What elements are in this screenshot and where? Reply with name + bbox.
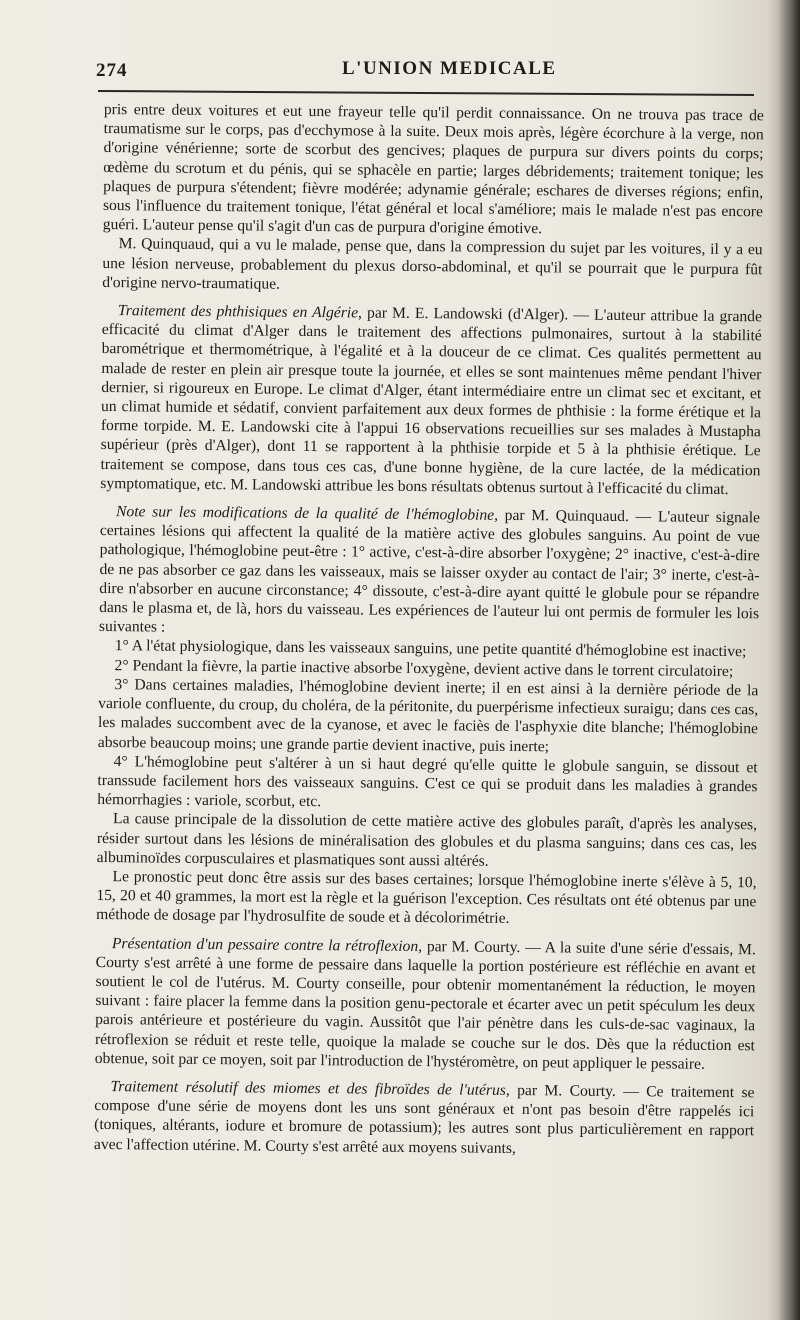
list-item-law-4: 4° L'hémoglobine peut s'altérer à un si haut degré qu'elle quitte le globule sanguin, se dissout et transsude facilement hors des vaisseaux sanguins. C'est ce qui se produit dans les maladies à grandes hémorrhagies : variole, scorbut, etc. (97, 752, 758, 811)
section-title: Traitement résolutif des miomes et des fibroïdes de l'utérus, (110, 1078, 510, 1099)
body-text (94, 100, 764, 1160)
list-item-law-2: 2° Pendant la fièvre, la partie inactive absorbe l'oxygène, devient active dans le torrent circulatoire; (114, 656, 734, 680)
paragraph-phthisiques-algerie: Traitement des phthisiques en Algérie, par M. E. Landowski (d'Alger). — L'auteur attribue la grande efficacité du climat d'Alger dans le traitement des affections pulmonaires, surtout à la stabilité barométrique et thermométrique, à l'égalité et à la douceur de ce climat. Ces qualités permettent au malade de rester en plein air presque toute la journée, et elles se sont maintenues même pendant l'hiver dernier, si rigoureux en Europe. Le climat d'Alger, étant intermédiaire entre un climat sec et excitant, et un climat humide et sédatif, convient parfaitement aux deux formes de phthisie : la forme érétique et la forme torpide. M. E. Landowski cite à l'appui 16 observations recueillies sur ses malades à Mustapha supérieur (près d'Alger), dont 11 se rapportent à la phthisie torpide et 5 à la phthisie érétique. Le traitement se compose, dans tous ces cas, d'une bonne hygiène, de la cure lactée, de la médication symptomatique, etc. M. Landowski attribue les bons résultats obtenus surtout à l'efficacité du climat. (100, 302, 763, 498)
list-item-law-1: 1° A l'état physiologique, dans les vaisseaux sanguins, une petite quantité d'hémoglobine est inactive; (114, 637, 747, 661)
running-title: L'UNION MEDICALE (342, 58, 557, 79)
page-header (96, 56, 756, 86)
page-number: 274 (96, 60, 128, 81)
paragraph-purpura-case: pris entre deux voitures et eut une frayeur telle qu'il perdit connaissance. On ne trouva pas trace de traumatisme sur le corps, pas d'ecchymose à la suite. Deux mois après, légère écorchure à la verge, non d'origine vénérienne; sorte de scorbut des gencives; plaques de purpura sur divers points du corps; œdème du scrotum et du pénis, qui se sphacèle en partie; larges débridements; traitement tonique; les plaques de purpura s'étendent; fièvre modérée; adynamie générale; eschares de diverses régions; enfin, sous l'influence du traitement tonique, l'état général et local s'améliore; mais le malade n'est pas encore guéri. L'auteur pense qu'il s'agit d'un cas de purpura d'origine émotive. (102, 100, 764, 238)
paragraph-pronostic: Le pronostic peut donc être assis sur des bases certaines; lorsque l'hémoglobine inerte s'élève à 5, 10, 15, 20 et 40 grammes, la mort est la règle et la guérison l'exception. Ces résultats ont été obtenus par une méthode de dosage par l'hydrosulfite de soude et à décolorimétrie. (96, 868, 757, 928)
paragraph-quinquaud-comment: M. Quinquaud, qui a vu le malade, pense que, dans la compression du sujet par les voitures, il y a eu une lésion nerveuse, probablement du plexus dorso-abdominal, et qu'il se pourrait que le purpura fût d'origine nervo-traumatique. (102, 235, 763, 293)
paragraph-hemoglobine: Note sur les modifications de la qualité de l'hémoglobine, par M. Quinquaud. — L'auteur signale certaines lésions qui affectent la qualité de la matière active des globules sanguins. Au point de vue pathologique, l'hémoglobine peut-être : 1° active, c'est-à-dire absorber l'oxygène; 2° inactive, c'est-à-dire de ne pas absorber ce gaz dans les vaisseaux, mais se laisser oxyder au contact de l'air; 3° inerte, c'est-à-dire n'absorber en aucune circonstance; 4° dissoute, c'est-à-dire ayant quitté le globule pour se répandre dans le plasma et, de là, hors du vaisseau. Les expériences de l'auteur lui ont permis de formuler les lois suivantes : (98, 503, 761, 636)
section-title: Présentation d'un pessaire contre la rétroflexion, (111, 934, 423, 955)
book-spine-shadow (778, 0, 800, 1320)
paragraph-pessaire: Présentation d'un pessaire contre la rétroflexion, par M. Courty. — A la suite d'une série d'essais, M. Courty s'est arrêté à une forme de pessaire dans laquelle la portion postérieure est réfléchie en avant et soutient le col de l'utérus. M. Courty conseille, pour obtenir momentanément la réduction, le moyen suivant : faire placer la femme dans la position genu-pectorale et écarter avec un petit spéculum les deux parois antérieure et postérieure du vagin. Aussitôt que l'air pénètre dans les culs-de-sac vaginaux, la rétroflexion se réduit et reste telle, quoique la malade se couche sur le dos. Dès que la réduction est obtenue, soit par ce moyen, soit par l'introduction de l'hystéromètre, on peut appliquer le pessaire. (94, 934, 756, 1073)
list-item-law-3: 3° Dans certaines maladies, l'hémoglobine devient inerte; il en est ainsi à la dernière période de la variole confluente, du croup, du choléra, de la péritonite, du puerpérisme infectieux suraigu; dans ces cas, les malades succombent avec de la cyanose, et avec le faciès de l'asphyxie dite blanche; l'hémoglobine absorbe beaucoup moins; une grande partie devient inactive, puis inerte; (97, 676, 759, 755)
section-title: Traitement des phthisiques en Algérie, (117, 302, 363, 322)
section-title: Note sur les modifications de la qualité de l'hémoglobine, (115, 503, 499, 524)
paragraph-miomes-fibroides: Traitement résolutif des miomes et des fibroïdes de l'utérus, par M. Courty. — Ce traitement se compose d'une série de moyens dont les uns sont généraux et n'ont pas besoin d'être rappelés ici (toniques, altérants, iodure et bromure de potassium); les autres sont plus particulièrement en rapport avec l'affection utérine. M. Courty s'est arrêté aux moyens suivants, (93, 1078, 755, 1157)
header-rule (98, 90, 754, 96)
paragraph-cause-principale: La cause principale de la dissolution de cette matière active des globules paraît, d'après les analyses, résider surtout dans les lésions de minéralisation des globules et du plasma sanguins; dans ces cas, les albuminoïdes corpusculaires et plasmatiques sont aussi altérés. (96, 810, 758, 870)
